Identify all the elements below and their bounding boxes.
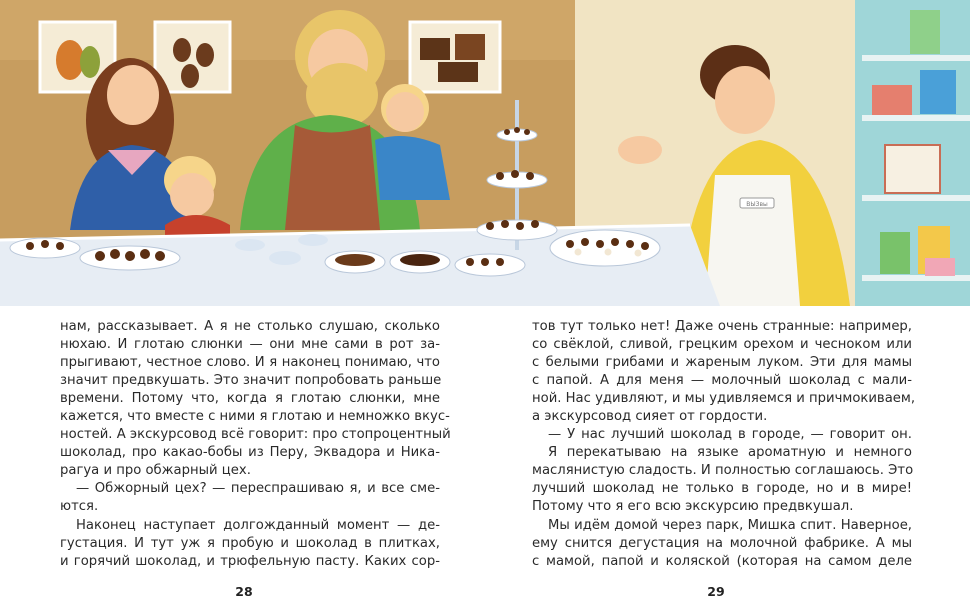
text-line: значит предвкушать. Это значит попробовать раньше bbox=[60, 373, 442, 389]
text-line: ются. bbox=[60, 499, 99, 515]
page-number-right: 29 bbox=[707, 584, 725, 599]
text-line: с белыми грибами и жареным луком. Эти для мамы bbox=[532, 355, 912, 371]
text-line: ностей. А экскурсовод всё говорит: про стопроцентный bbox=[60, 427, 451, 443]
text-line: тов тут только нет! Даже очень странные: например, bbox=[532, 319, 912, 334]
text-line: — У нас лучший шоколад в городе, — говорит он. bbox=[548, 427, 912, 443]
text-line: густация. И тут уж я пробую и шоколад в плитках, bbox=[60, 535, 440, 551]
name-badge: ВЫЗвы bbox=[746, 201, 768, 208]
right-page-text bbox=[532, 318, 916, 571]
text-line: Мы идём домой через парк, Мишка спит. Наверное, bbox=[548, 517, 912, 533]
text-line: шоколад, про какао-бобы из Перу, Эквадора и Ника- bbox=[60, 445, 440, 461]
page-number-left: 28 bbox=[235, 584, 253, 599]
text-line: и горячий шоколад, и трюфельную пасту. Каких сор- bbox=[60, 553, 440, 569]
text-line: — Обжорный цех? — переспрашиваю я, и все сме- bbox=[76, 481, 440, 497]
text-line: маслянистую сладость. И полностью соглашаюсь. Это bbox=[532, 463, 914, 479]
text-line: Потому что я его всю экскурсию предвкушал. bbox=[532, 499, 854, 515]
text-line: нам, рассказывает. А я не столько слушаю, сколько bbox=[60, 319, 440, 334]
text-line: кажется, что вместе с ними я глотаю и немножко вкус- bbox=[60, 409, 450, 425]
text-line: ему снится дегустация на молочной фабрике. А мы bbox=[532, 535, 912, 551]
text-line: времени. Потому что, когда я глотаю слюнки, мне bbox=[60, 391, 440, 407]
text-line: а экскурсовод сияет от гордости. bbox=[532, 409, 768, 425]
text-line: со свёклой, сливой, грецким орехом и чесноком или bbox=[532, 337, 912, 353]
text-line: рагуа и про обжарный цех. bbox=[60, 463, 251, 479]
text-line: с папой. А для меня — молочный шоколад с мали- bbox=[532, 373, 912, 389]
text-line: лучший шоколад не только в городе, но и в мире! bbox=[532, 481, 912, 497]
text-line: Наконец наступает долгожданный момент — де- bbox=[76, 517, 440, 533]
text-line: Я перекатываю на языке ароматную и немного bbox=[548, 445, 912, 461]
text-line: ной. Нас удивляют, и мы удивляемся и причмокиваем, bbox=[532, 391, 916, 407]
text-line: с мамой, папой и коляской (которая на самом деле bbox=[532, 553, 912, 569]
text-line: нюхаю. И глотаю слюнки — они мне сами в рот за- bbox=[60, 337, 440, 353]
left-page-text bbox=[60, 318, 451, 571]
text-line: прыгивают, честное слово. И я наконец понимаю, что bbox=[60, 355, 440, 371]
